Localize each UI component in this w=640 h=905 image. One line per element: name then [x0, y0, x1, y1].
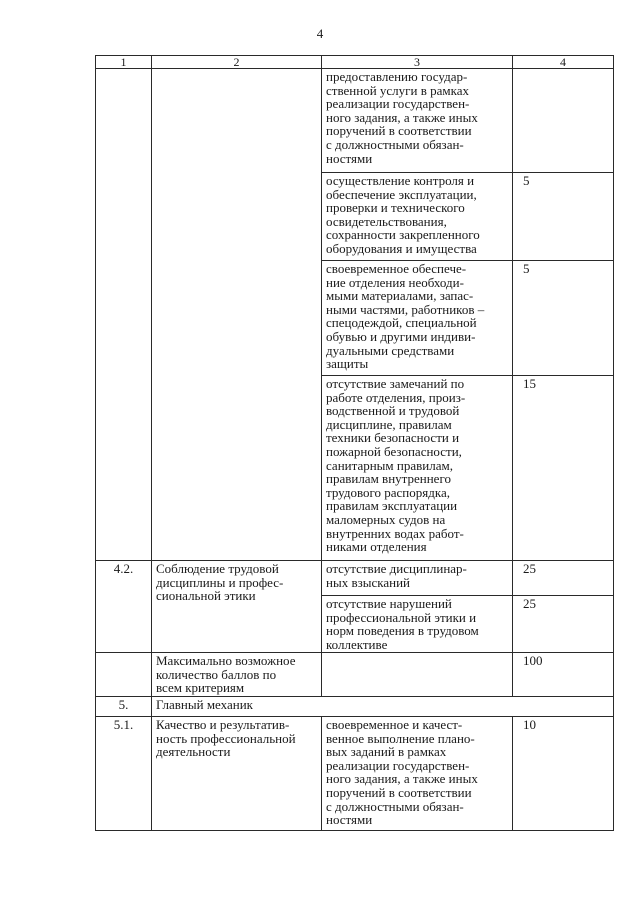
column-header: 4: [513, 56, 614, 69]
points: 25: [513, 561, 614, 596]
indicator-text: предоставлению государ- ственной услуги в рамках реализации государствен- ного задания, а также иных поручений в соответствии с должностными обязан- ностями: [322, 69, 513, 173]
table-row: [96, 717, 614, 831]
points: 5: [513, 173, 614, 261]
indicator-text: осуществление контроля и обеспечение эксплуатации, проверки и технического освидетельствования, сохранности закрепленного оборудования и имущества: [322, 173, 513, 261]
points: 25: [513, 596, 614, 653]
table-row: [96, 561, 614, 596]
row-number: [96, 69, 152, 561]
row-number: 4.2.: [96, 561, 152, 653]
points: 10: [513, 717, 614, 831]
indicator-text: своевременное и качест- венное выполнение плано- вых заданий в рамках реализации государствен- ного задания, а также иных поручений в соответствии с должностными обязан- ностями: [322, 717, 513, 831]
criterion-name: Соблюдение трудовой дисциплины и профес- сиональной этики: [152, 561, 322, 653]
criteria-table: [95, 55, 614, 831]
table-row: [96, 69, 614, 173]
column-header: 2: [152, 56, 322, 69]
indicator-text: отсутствие дисциплинар- ных взысканий: [322, 561, 513, 596]
criterion-name: Качество и результатив- ность профессиональной деятельности: [152, 717, 322, 831]
points: 5: [513, 261, 614, 376]
section-title: Главный механик: [152, 697, 614, 717]
points: [513, 69, 614, 173]
criterion-name: Максимально возможное количество баллов по всем критериям: [152, 653, 322, 697]
header-row: [96, 56, 614, 69]
points: 15: [513, 376, 614, 561]
table-row: [96, 653, 614, 697]
column-header: 1: [96, 56, 152, 69]
page-number: 4: [316, 26, 324, 41]
indicator-text: отсутствие замечаний по работе отделения, произ- водственной и трудовой дисциплине, правилам техники безопасности и пожарной безопасности, санитарным правилам, правилам внутреннего трудового распорядка, правилам эксплуатации маломерных судов на внутренних водах работ- никами отделения: [322, 376, 513, 561]
indicator-text: отсутствие нарушений профессиональной этики и норм поведения в трудовом коллективе: [322, 596, 513, 653]
indicator-text: [322, 653, 513, 697]
column-header: 3: [322, 56, 513, 69]
row-number: 5.1.: [96, 717, 152, 831]
section-row: [96, 697, 614, 717]
points: 100: [513, 653, 614, 697]
indicator-text: своевременное обеспече- ние отделения необходи- мыми материалами, запас- ными частями, работников – спецодеждой, специальной обувью и другими индиви- дуальными средствами защиты: [322, 261, 513, 376]
row-number: [96, 653, 152, 697]
criterion-name: [152, 69, 322, 561]
section-number: 5.: [96, 697, 152, 717]
